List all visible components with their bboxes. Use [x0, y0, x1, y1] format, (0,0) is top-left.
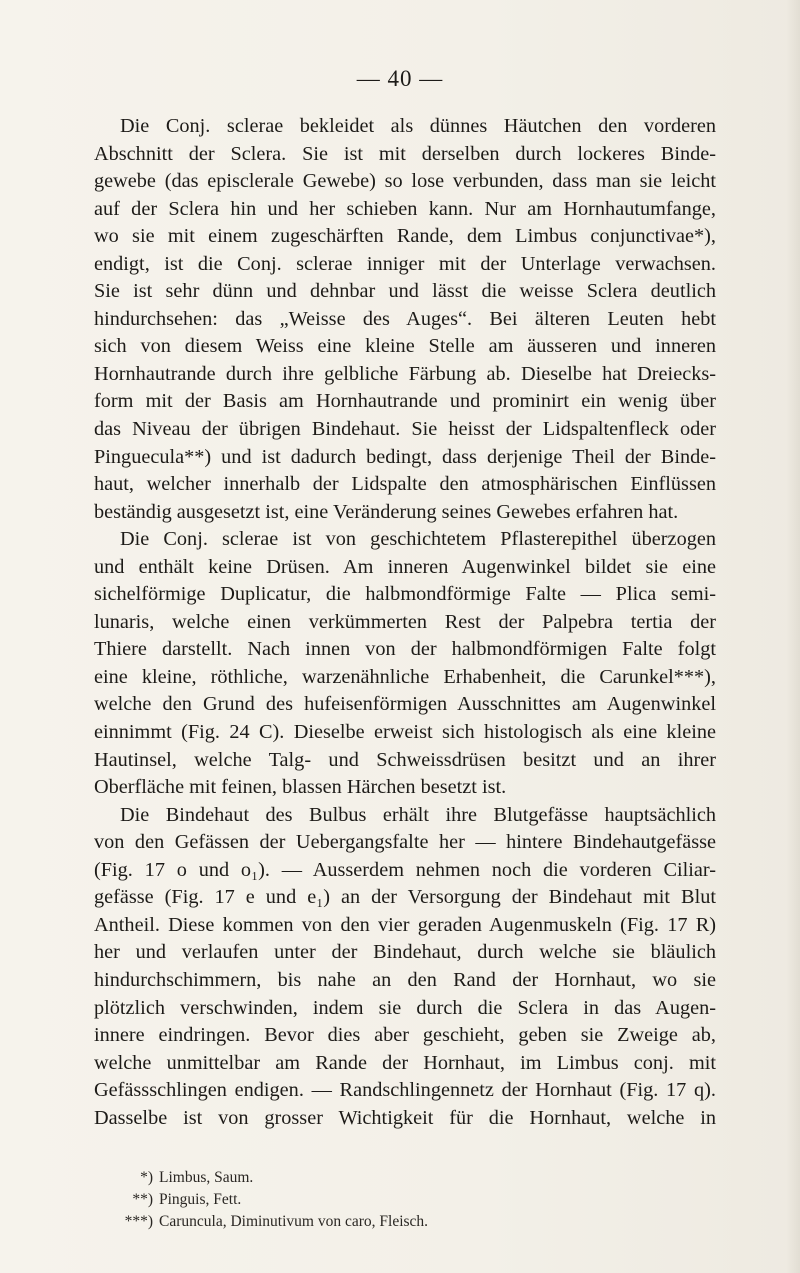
- text-line: und enthält keine Drüsen. Am inneren Augenwinkel bildet sie eine: [94, 555, 716, 578]
- text-line: von den Gefässen der Uebergangsfalte her — hintere Bindehautgefässe: [94, 831, 716, 854]
- text-line: beständig ausgesetzt ist, eine Veränderung seines Gewebes erfahren hat.: [94, 500, 679, 523]
- text-line: wo sie mit einem zugeschärften Rande, dem Limbus conjunctivae*),: [94, 225, 716, 248]
- footnote: [100, 1211, 700, 1233]
- text-line: einnimmt (Fig. 24 C). Dieselbe erweist sich histologisch als eine kleine: [94, 721, 716, 744]
- text-line: hindurchschimmern, bis nahe an den Rand der Hornhaut, wo sie: [94, 968, 716, 991]
- footnote: [100, 1167, 700, 1189]
- text-line: her und verlaufen unter der Bindehaut, durch welche sie bläulich: [94, 941, 716, 964]
- text-line: welche den Grund des hufeisenförmigen Ausschnittes am Augenwinkel: [94, 693, 716, 716]
- text-line: Dasselbe ist von grosser Wichtigkeit für die Hornhaut, welche in: [94, 1106, 716, 1129]
- footnote-text: Caruncula, Diminutivum von caro, Fleisch.: [159, 1213, 429, 1230]
- footnote-mark: **): [132, 1191, 153, 1208]
- text-line: eine kleine, röthliche, warzenähnliche Erhabenheit, die Carunkel***),: [94, 665, 716, 688]
- text-line: endigt, ist die Conj. sclerae inniger mit der Unterlage verwachsen.: [94, 252, 716, 275]
- text-line: form mit der Basis am Hornhautrande und prominirt ein wenig über: [94, 390, 716, 413]
- text-line: sichelförmige Duplicatur, die halbmondförmige Falte — Plica semi-: [94, 583, 716, 606]
- text-line: sich von diesem Weiss eine kleine Stelle am äusseren und inneren: [94, 335, 716, 358]
- footnote: [100, 1189, 700, 1211]
- text-line: Pinguecula**) und ist dadurch bedingt, dass derjenige Theil der Binde-: [94, 445, 716, 468]
- footnote-mark: *): [140, 1169, 153, 1186]
- body-text: [94, 113, 716, 1132]
- footnote-text: Limbus, Saum.: [159, 1169, 254, 1186]
- page-edge-shadow: [786, 0, 800, 1273]
- text-line: innere eindringen. Bevor dies aber geschieht, geben sie Zweige ab,: [94, 1024, 716, 1047]
- text-line: hindurchsehen: das „Weisse des Auges“. Bei älteren Leuten hebt: [94, 307, 716, 330]
- page-number: — 40 —: [356, 66, 444, 91]
- text-line: Sie ist sehr dünn und dehnbar und lässt die weisse Sclera deutlich: [94, 280, 716, 303]
- text-line: (Fig. 17 o und o₁). — Ausserdem nehmen noch die vorderen Ciliar-: [94, 858, 716, 881]
- text-line: Hornhautrande durch ihre gelbliche Färbung ab. Dieselbe hat Dreiecks-: [94, 362, 716, 385]
- text-line: das Niveau der übrigen Bindehaut. Sie heisst der Lidspaltenfleck oder: [94, 418, 716, 441]
- text-line: gewebe (das episclerale Gewebe) so lose verbunden, dass man sie leicht: [94, 170, 716, 193]
- footnotes: [100, 1167, 700, 1233]
- text-line: Abschnitt der Sclera. Sie ist mit derselben durch lockeres Binde-: [94, 142, 716, 165]
- text-line: Thiere darstellt. Nach innen von der halbmondförmigen Falte folgt: [94, 638, 716, 661]
- text-line: Die Conj. sclerae bekleidet als dünnes Häutchen den vorderen: [120, 115, 716, 137]
- text-line: Oberfläche mit feinen, blassen Härchen besetzt ist.: [94, 776, 507, 799]
- text-line: welche unmittelbar am Rande der Hornhaut, im Limbus conj. mit: [94, 1051, 716, 1074]
- text-line: plötzlich verschwinden, indem sie durch die Sclera in das Augen-: [94, 996, 716, 1019]
- text-line: Die Conj. sclerae ist von geschichtetem Pflasterepithel überzogen: [120, 528, 716, 551]
- text-line: lunaris, welche einen verkümmerten Rest der Palpebra tertia der: [94, 610, 716, 633]
- text-line: Die Bindehaut des Bulbus erhält ihre Blutgefässe hauptsächlich: [120, 803, 716, 826]
- text-line: haut, welcher innerhalb der Lidspalte den atmosphärischen Einflüssen: [94, 473, 716, 496]
- text-line: gefässe (Fig. 17 e und e₁) an der Versorgung der Bindehaut mit Blut: [94, 886, 716, 909]
- text-line: Gefässschlingen endigen. — Randschlingennetz der Hornhaut (Fig. 17 q).: [94, 1079, 716, 1102]
- footnote-mark: ***): [124, 1213, 153, 1230]
- text-line: Antheil. Diese kommen von den vier geraden Augenmuskeln (Fig. 17 R): [94, 913, 716, 936]
- text-line: auf der Sclera hin und her schieben kann. Nur am Hornhautumfange,: [94, 197, 716, 220]
- text-line: Hautinsel, welche Talg- und Schweissdrüsen besitzt und an ihrer: [94, 748, 716, 771]
- footnote-text: Pinguis, Fett.: [159, 1191, 242, 1208]
